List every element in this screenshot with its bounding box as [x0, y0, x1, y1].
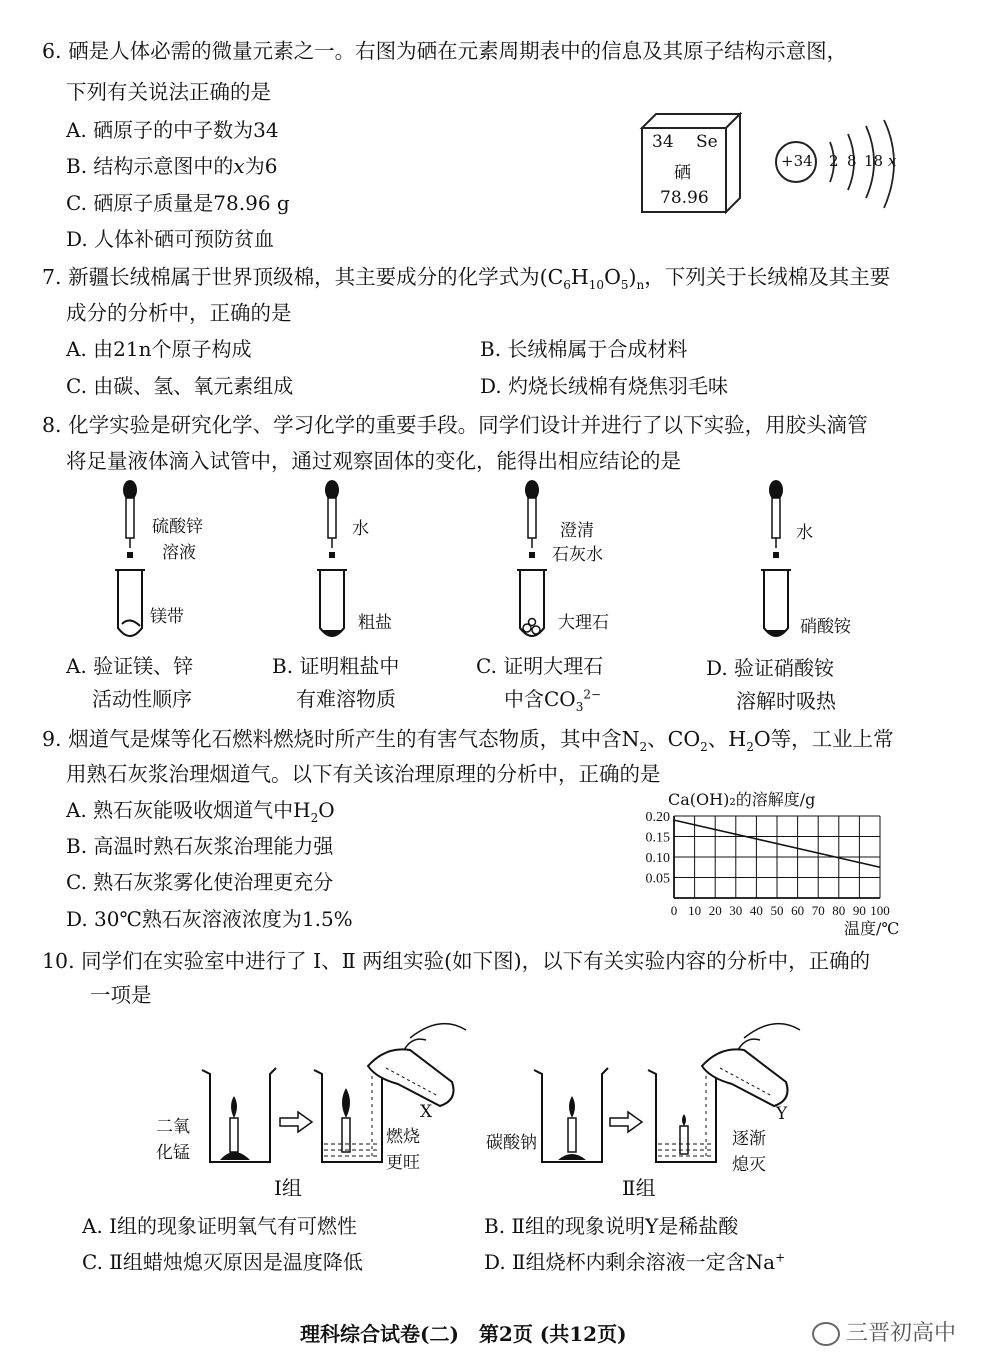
group2-illustration: [530, 1010, 810, 1170]
q6-option-c: C. 硒原子质量是78.96 g: [66, 191, 290, 215]
atom-nucleus: +34: [781, 152, 813, 170]
chart-title: Ca(OH)₂的溶解度/g: [668, 790, 816, 809]
x-tick-label: 10: [688, 903, 702, 918]
q8-stem-line2: 将足量液体滴入试管中，通过观察固体的变化，能得出相应结论的是: [66, 449, 681, 473]
q10-option-a: A. Ⅰ组的现象证明氧气有可燃性: [82, 1214, 358, 1238]
chart-x-label: 温度/℃: [844, 919, 900, 938]
x-tick-label: 0: [670, 903, 678, 918]
q7-option-c: C. 由碳、氢、氧元素组成: [66, 374, 294, 398]
x-tick-label: 30: [729, 903, 743, 918]
q7-option-d: D. 灼烧长绒棉有烧焦羽毛味: [480, 374, 729, 398]
q8-d-liquid-label: 水: [796, 523, 813, 543]
q8-d-solid-label: 硝酸铵: [800, 617, 851, 637]
g1-solid-label-2: 化锰: [156, 1143, 190, 1163]
q8-c-liquid-label-2: 石灰水: [552, 545, 603, 565]
q8-option-c-line1: C. 证明大理石: [476, 654, 604, 678]
y-tick-label: 0.20: [645, 810, 670, 825]
q6-stem-line1: 6. 硒是人体必需的微量元素之一。右图为硒在元素周期表中的信息及其原子结构示意图，: [42, 39, 848, 63]
group1-illustration: [190, 1010, 470, 1170]
atom-shell-4: x: [888, 152, 897, 170]
q10-stem-line2: 一项是: [90, 983, 152, 1007]
wechat-icon: [812, 1322, 840, 1346]
page-footer: 理科综合试卷(二) 第2页 (共12页): [300, 1322, 627, 1346]
q8-option-a-line2: 活动性顺序: [92, 687, 192, 711]
g2-result-label-2: 熄灭: [732, 1155, 766, 1175]
apparatus-b: [312, 478, 362, 648]
q6-option-a: A. 硒原子的中子数为34: [66, 118, 279, 142]
x-tick-label: 70: [811, 903, 825, 918]
q10-stem-line1: 10. 同学们在实验室中进行了 Ⅰ、Ⅱ 两组实验(如下图)，以下有关实验内容的分析中，正确的: [42, 949, 871, 973]
q8-c-liquid-label-1: 澄清: [560, 521, 594, 541]
x-tick-label: 60: [791, 903, 805, 918]
q8-option-c-line2: 中含$CO_3^{2-}$: [504, 687, 602, 714]
q10-option-d: D. Ⅱ组烧杯内剩余溶液一定含Na+: [484, 1250, 786, 1274]
element-symbol: Se: [696, 132, 718, 152]
q9-option-c: C. 熟石灰浆雾化使治理更充分: [66, 870, 334, 894]
q8-option-b-line2: 有难溶物质: [296, 687, 396, 711]
q10-option-c: C. Ⅱ组蜡烛熄灭原因是温度降低: [82, 1250, 363, 1274]
x-tick-label: 80: [832, 903, 846, 918]
q8-c-solid-label: 大理石: [558, 613, 609, 633]
x-tick-label: 90: [852, 903, 866, 918]
q8-option-d-line1: D. 验证硝酸铵: [706, 656, 835, 680]
x-tick-label: 20: [708, 903, 722, 918]
element-mass: 78.96: [660, 188, 709, 208]
x-tick-label: 50: [770, 903, 784, 918]
q8-b-liquid-label: 水: [352, 519, 369, 539]
chart-grid: [674, 816, 880, 898]
g1-reagent-label: X: [420, 1102, 433, 1122]
atom-shell-3: 18: [864, 152, 884, 170]
chart-y-ticks: [646, 810, 671, 887]
atom-shell-1: 2: [829, 152, 839, 170]
q9-option-b: B. 高温时熟石灰浆治理能力强: [66, 834, 334, 858]
q9-stem-line1: 9. 烟道气是煤等化石燃料燃烧时所产生的有害气态物质，其中含$N_2$、$CO_2$、$H_2O$等，工业上常: [42, 727, 894, 755]
q8-a-liquid-label-2: 溶液: [162, 543, 196, 563]
q10-option-b: B. Ⅱ组的现象说明Y是稀盐酸: [484, 1214, 739, 1238]
g1-result-label-1: 燃烧: [386, 1127, 420, 1147]
y-tick-label: 0.05: [645, 871, 670, 887]
q7-option-a: A. 由21n个原子构成: [66, 337, 252, 361]
q6-option-d: D. 人体补硒可预防贫血: [66, 227, 275, 251]
q6-option-b: B. 结构示意图中的x为6: [66, 154, 278, 178]
q9-option-d: D. 30℃熟石灰溶液浓度为1.5%: [66, 907, 353, 931]
g2-name: Ⅱ组: [622, 1176, 656, 1200]
q8-a-liquid-label-1: 硫酸锌: [152, 517, 203, 537]
g1-name: Ⅰ组: [274, 1176, 302, 1200]
g2-reagent-label: Y: [776, 1104, 788, 1124]
g1-result-label-2: 更旺: [386, 1153, 420, 1173]
g2-result-label-1: 逐渐: [732, 1129, 766, 1149]
q9-option-a: A. 熟石灰能吸收烟道气中$H_2O$: [66, 798, 335, 825]
q8-option-a-line1: A. 验证镁、锌: [66, 654, 194, 678]
x-tick-label: 40: [749, 903, 763, 918]
q8-option-b-line1: B. 证明粗盐中: [272, 654, 400, 678]
element-number: 34: [652, 132, 674, 152]
q8-option-d-line2: 溶解时吸热: [736, 689, 836, 713]
y-tick-label: 0.10: [645, 851, 670, 866]
q9-stem-line2: 用熟石灰浆治理烟道气。以下有关该治理原理的分析中，正确的是: [66, 762, 661, 786]
q7-stem-line2: 成分的分析中，正确的是: [66, 301, 292, 325]
q7-option-b: B. 长绒棉属于合成材料: [480, 337, 688, 361]
y-tick-label: 0.15: [645, 830, 670, 846]
q6-stem-line2: 下列有关说法正确的是: [66, 80, 271, 104]
watermark: 三晋初高中: [812, 1316, 956, 1347]
x-tick-label: 100: [870, 903, 890, 918]
element-name: 硒: [674, 163, 691, 183]
q8-a-solid-label: 镁带: [150, 607, 184, 627]
g1-solid-label-1: 二氧: [156, 1117, 190, 1137]
q8-stem-line1: 8. 化学实验是研究化学、学习化学的重要手段。同学们设计并进行了以下实验，用胶头滴管: [42, 413, 868, 437]
q8-b-solid-label: 粗盐: [358, 613, 392, 633]
apparatus-d: [756, 478, 806, 648]
g2-solid-label: 碳酸钠: [486, 1133, 537, 1153]
atom-shell-2: 8: [847, 152, 857, 170]
q7-stem-line1: 7. 新疆长绒棉属于世界顶级棉，其主要成分的化学式为$(C_6H_{10}O_5)_n$，下列关于长绒棉及其主要: [42, 265, 891, 293]
